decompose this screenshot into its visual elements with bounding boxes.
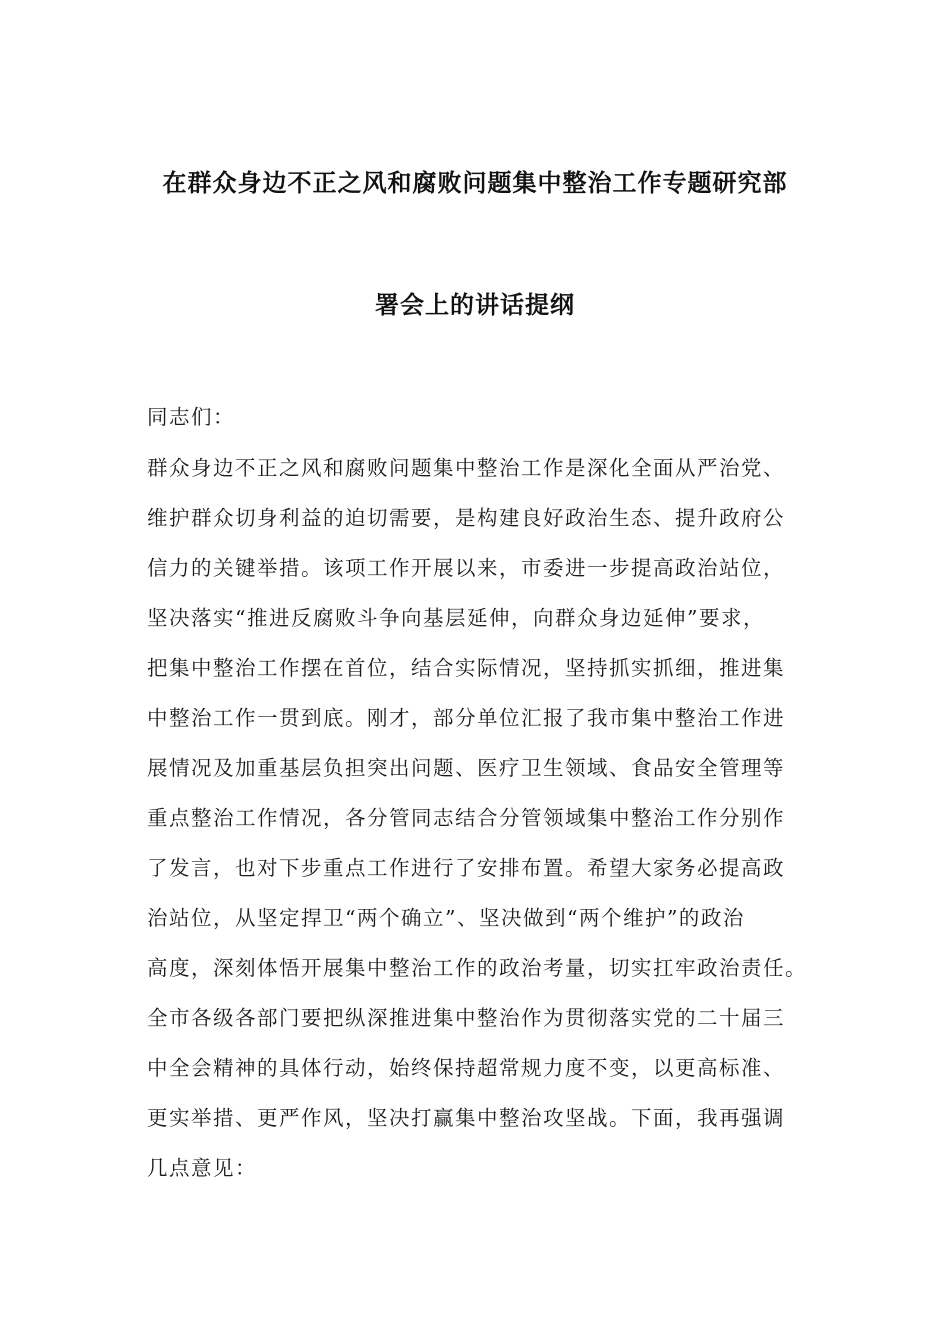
body-line-6: 中整治工作一贯到底。刚才，部分单位汇报了我市集中整治工作进 bbox=[147, 706, 785, 730]
body-line-1: 群众身边不正之风和腐败问题集中整治工作是深化全面从严治党、 bbox=[147, 456, 785, 480]
body-line-15: 几点意见： bbox=[147, 1156, 257, 1180]
body-line-9: 了发言，也对下步重点工作进行了安排布置。希望大家务必提高政 bbox=[147, 856, 785, 880]
body-line-11: 高度，深刻体悟开展集中整治工作的政治考量，切实扛牢政治责任。 bbox=[147, 956, 807, 980]
body-line-5: 把集中整治工作摆在首位，结合实际情况，坚持抓实抓细，推进集 bbox=[147, 656, 785, 680]
body-line-2: 维护群众切身利益的迫切需要，是构建良好政治生态、提升政府公 bbox=[147, 506, 785, 530]
body-line-10: 治站位，从坚定捍卫“两个确立”、坚决做到“两个维护”的政治 bbox=[147, 906, 745, 930]
body-line-13: 中全会精神的具体行动，始终保持超常规力度不变，以更高标准、 bbox=[147, 1056, 785, 1080]
body-line-12: 全市各级各部门要把纵深推进集中整治作为贯彻落实党的二十届三 bbox=[147, 1006, 785, 1030]
body-line-7: 展情况及加重基层负担突出问题、医疗卫生领域、食品安全管理等 bbox=[147, 756, 785, 780]
document-title-line-1: 在群众身边不正之风和腐败问题集中整治工作专题研究部 bbox=[162, 169, 788, 197]
body-line-4: 坚决落实“推进反腐败斗争向基层延伸，向群众身边延伸”要求， bbox=[147, 606, 765, 630]
document-title-line-2: 署会上的讲话提纲 bbox=[375, 291, 575, 319]
body-line-8: 重点整治工作情况，各分管同志结合分管领域集中整治工作分别作 bbox=[147, 806, 785, 830]
body-line-3: 信力的关键举措。该项工作开展以来，市委进一步提高政治站位， bbox=[147, 556, 785, 580]
greeting: 同志们： bbox=[147, 405, 235, 429]
body-line-14: 更实举措、更严作风，坚决打赢集中整治攻坚战。下面，我再强调 bbox=[147, 1106, 785, 1130]
